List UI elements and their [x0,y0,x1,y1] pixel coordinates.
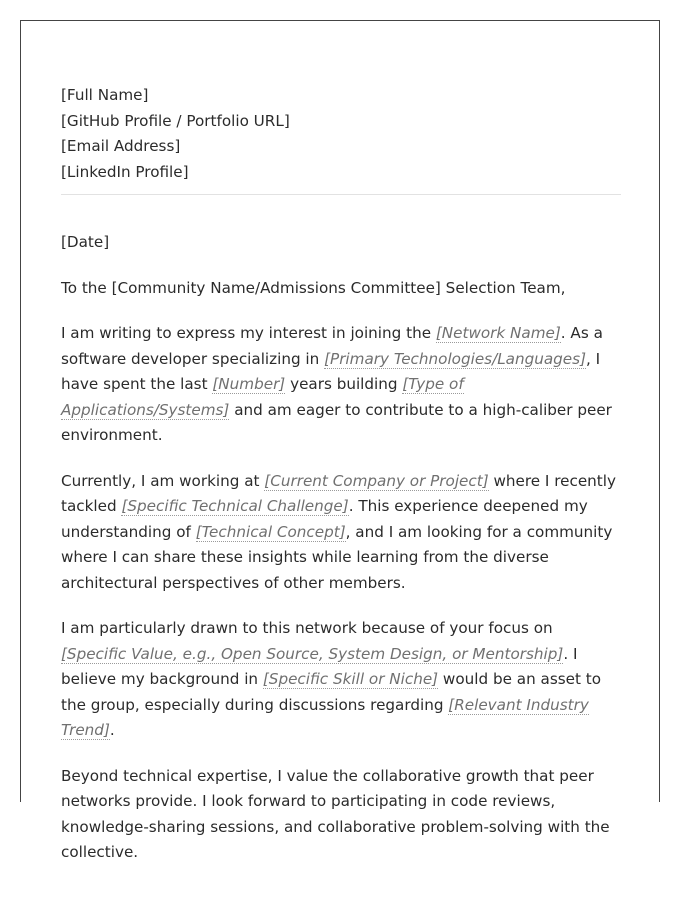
salutation: To the [Community Name/Admissions Committee] Selection Team, [61,278,566,297]
contact-block [61,83,621,185]
paragraph-text: years building [285,375,403,393]
placeholder-field: [Technical Concept] [195,522,346,541]
header-divider [61,194,621,195]
placeholder-field: [Primary Technologies/Languages] [324,349,586,368]
paragraph-text: where I recently tackled [61,471,616,515]
paragraph-text: Currently, I am working at [61,471,265,490]
contact-email: [Email Address] [61,137,181,155]
letter-date: [Date] [61,233,110,251]
paragraph-text: , I have spent the last [61,349,601,393]
placeholder-field: [Type of Applications/Systems] [61,375,464,419]
placeholder-field: [Specific Skill or Niche] [262,670,439,688]
paragraph-text: . As a software developer specializing in [61,324,603,368]
placeholder-field: [Network Name] [435,324,561,342]
paragraph-text: I am particularly drawn to this network because of your focus on [61,619,553,637]
placeholder-field: [Specific Value, e.g., Open Source, System Design, or Mentorship] [61,644,564,663]
paragraph-text: , and I am looking for a community where I can share these insights while learning from the diverse architectural perspectives of other members. [61,522,613,592]
placeholder-field: [Specific Technical Challenge] [121,497,349,515]
paragraph-text: I am writing to express my interest in joining the [61,324,436,342]
paragraph-text: Beyond technical expertise, I value the collaborative growth that peer networks provide. I look forward to participating in code reviews, knowledge-sharing sessions, and collaborative problem-solving with the collective. [61,766,610,861]
body-paragraph [61,764,621,866]
letter-content [61,83,621,866]
paragraph-text: would be an asset to the group, especially during discussions regarding [61,670,602,714]
paragraph-text: . [109,721,115,739]
placeholder-field: [Relevant Industry Trend] [61,695,589,739]
paragraph-text: and am eager to contribute to a high-caliber peer environment. [61,400,612,444]
contact-linkedin: [LinkedIn Profile] [61,162,189,181]
paragraph-text: . I believe my background in [61,644,578,688]
body-paragraph [61,321,621,449]
body-paragraph [61,469,621,597]
paragraph-text: . This experience deepened my understanding of [61,497,588,541]
body-paragraph [61,616,621,744]
contact-portfolio: [GitHub Profile / Portfolio URL] [61,111,290,130]
contact-full-name: [Full Name] [61,86,149,104]
placeholder-field: [Current Company or Project] [264,471,489,490]
letter-page [20,20,660,861]
placeholder-field: [Number] [212,375,286,393]
